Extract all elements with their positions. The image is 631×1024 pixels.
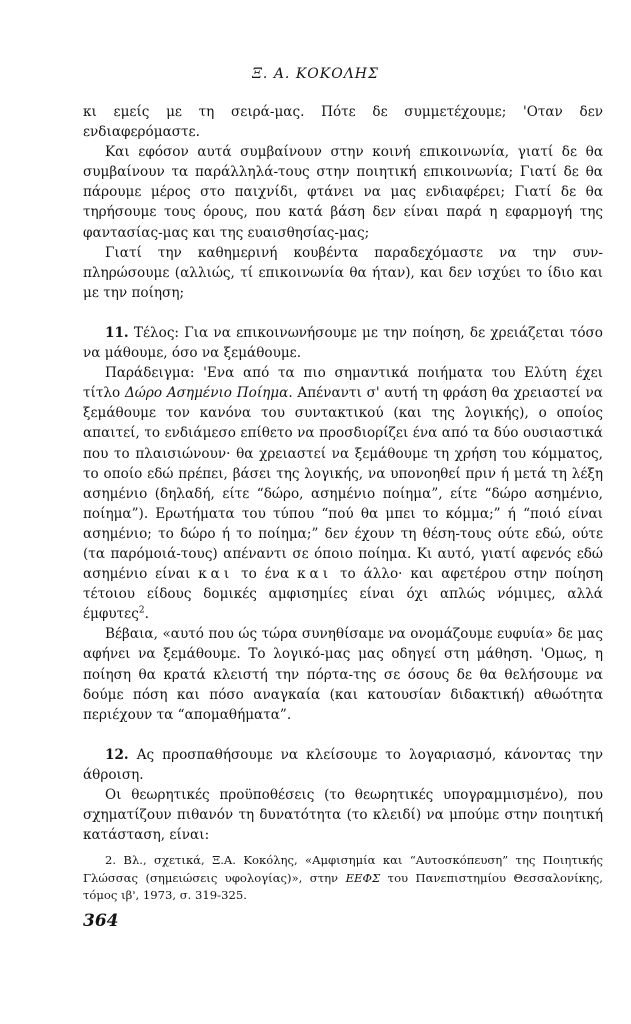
section-number: 11. xyxy=(105,324,129,341)
paragraph: Και εφόσον αυτά συμβαίνουν στην κοινή επικοινωνία, γιατί δε θα συμβαίνουν τα παράλληλά-τους στην ποιητική επικοινωνία; Γιατί δε θα πάρουμε μέρος στο παιχνίδι, φτάνει να μας ενδιαφέρει; Γιατί δε θα τηρήσουμε τους όρους, που κατά βάση δεν είναι παρά η εφαρμογή της φαντασίας-μας και της ευαισθησίας-μας; xyxy=(83,144,603,241)
poem-title: Δώρο Ασημένιο Ποίημα xyxy=(124,385,289,402)
paragraph: Γιατί την καθημερινή κουβέντα παραδεχόμαστε να την συν-πληρώσουμε (αλλιώς, τί επικοινωνία θα ήταν), και δεν ισχύει το ίδιο και με την ποίηση; xyxy=(83,244,603,301)
footnote-text: του Πανεπιστημίου Θεσσαλονίκης, τόμος ιβ', 1973, σ. 319-325. xyxy=(83,870,603,903)
main-text xyxy=(83,102,603,845)
section-12-paragraph xyxy=(83,745,603,785)
paragraph-text: το άλλο· και αφετέρου στην ποίηση τέτοιου είδους δομικές αμφισημίες είναι όχι απλώς νόμιμες, αλλά έμφυτες xyxy=(83,566,603,623)
paragraph-text: Ας προσπαθήσουμε να κλείσουμε το λογαριασμό, κάνοντας την άθροιση. xyxy=(83,746,603,783)
running-header: Ξ. Α. ΚΟΚΟΛΗΣ xyxy=(252,66,379,82)
paragraph-text: το ένα xyxy=(241,566,290,583)
paragraph-text: . Απέναντι σ' αυτή τη φράση θα χρειαστεί να ξεμάθουμε τον κανόνα του συντακτικού (και της λογικής), ο οποίος απαιτεί, το ενδιάμεσο επίθετο να προσδιορίζει ένα από τα δύο ουσιαστικά που το πλαισιώνουν· θα χρειαστεί να ξεμάθουμε τη χρήση του κόμματος, το οποίο εδώ πρέπει, βάσει της λογικής, να υπονοηθεί πριν ή μετά τη λέξη ασημένιο (δηλαδή, είτε “δώρο, ασημένιο ποίημα”, είτε “δώρο ασημένιο, ποίημα”). Ερωτήματα του τύπου “πού θα μπει το κόμμα;” ή “ποιό είναι ασημένιο; το δώρο ή το ποίημα;” δεν έχουν τη θέση-τους ούτε εδώ, ούτε (τα παρόμοιά-τους) απέναντι σε όποιο ποίημα. Κι αυτό, γιατί αφενός εδώ ασημένιο είναι xyxy=(83,385,603,583)
paragraph: Οι θεωρητικές προϋποθέσεις (το θεωρητικές υπογραμμισμένο), που σχηματίζουν πιθανόν τη δυνατότητα (το κλειδί) να μπούμε στην ποιητική κατάσταση, είναι: xyxy=(83,787,603,844)
paragraph-text: Παράδειγμα: 'Ενα από τα πιο σημαντικά ποιήματα του Ελύτη έχει τίτλο xyxy=(83,365,603,402)
paragraph: κι εμείς με τη σειρά-μας. Πότε δε συμμετέχουμε; 'Οταν δεν ενδιαφερόμαστε. xyxy=(83,104,603,141)
paragraph-text: Τέλος: Για να επικοινωνήσουμε με την ποίηση, δε χρειάζεται τόσο να μάθουμε, όσο να ξεμάθουμε. xyxy=(83,324,603,362)
footnote-reference[interactable]: 2 xyxy=(138,605,145,616)
journal-abbreviation: ΕΕΦΣ xyxy=(345,870,381,885)
emphasis-word: και xyxy=(297,566,333,583)
footnote-text: 2. Βλ., σχετικά, Ξ.Α. Κοκόλης, «Αμφισημία και “Αυτοσκόπευση” της Ποιητικής Γλώσσας (σημειώσεις υφολογίας)», στην xyxy=(83,853,603,885)
example-paragraph xyxy=(83,363,603,624)
section-number: 12. xyxy=(105,746,129,763)
page-number: 364 xyxy=(83,911,119,931)
paragraph: Βέβαια, «αυτό που ώς τώρα συνηθίσαμε να ονομάζουμε ευφυία» δε μας αφήνει να ξεμάθουμε. Το λογικό-μας μας οδηγεί στη μάθηση. 'Ομως, η ποίηση θα κρατά κλειστή την πόρτα-της σε όσους δε θα θελήσουμε να δούμε πόση και πόσο αναγκαία (και κατουσίαν διδακτική) αθωότητα περιέχουν τα “απομαθήματα”. xyxy=(83,626,603,723)
emphasis-word: και xyxy=(198,566,234,583)
section-11-paragraph xyxy=(83,323,603,363)
paragraph-text: . xyxy=(144,606,149,623)
footnote xyxy=(83,852,603,905)
